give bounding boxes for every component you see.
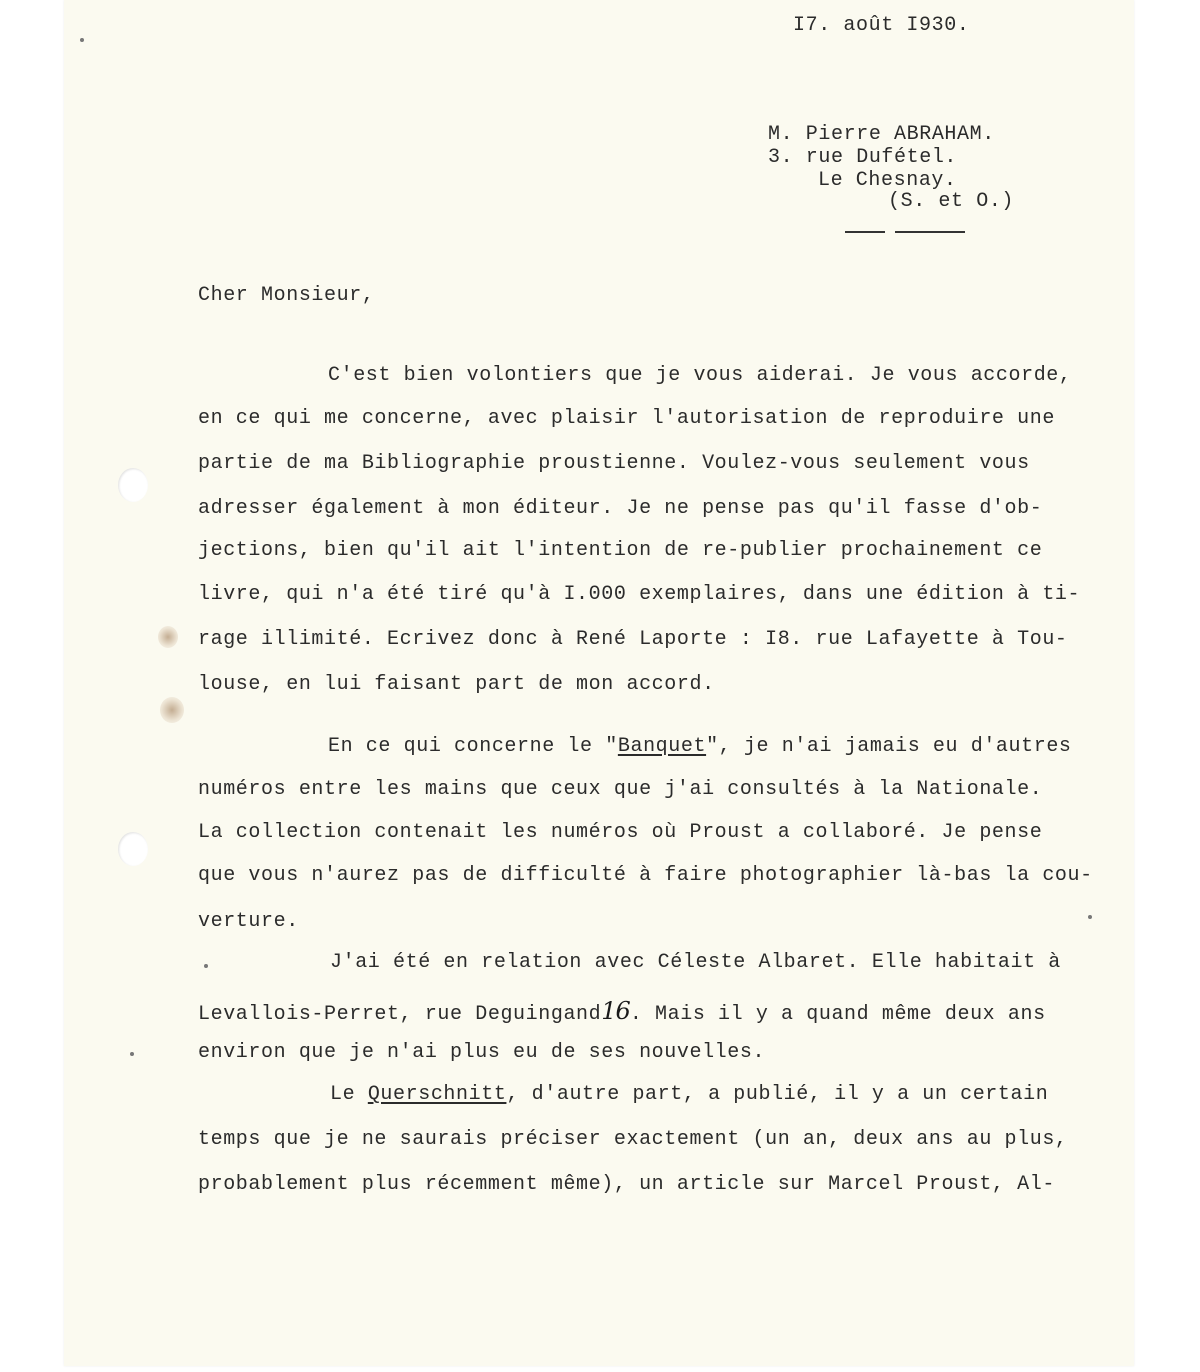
paragraph-1-line: livre, qui n'a été tiré qu'à I.000 exemplaires, dans une édition à ti- (198, 583, 1081, 606)
paragraph-1-line: louse, en lui faisant part de mon accord. (198, 673, 715, 696)
text-span: , d'autre part, a publié, il y a un certain (506, 1083, 1049, 1106)
recipient-name: M. Pierre ABRAHAM. (768, 123, 995, 146)
underlined-title-banquet: Banquet (617, 735, 707, 758)
paper-stain (158, 626, 178, 648)
address-rule (895, 231, 965, 233)
text-span: . Mais il y a quand même deux ans (629, 1003, 1046, 1026)
text-span: En ce qui concerne le " (328, 735, 618, 758)
underlined-title-querschnitt: Querschnitt (367, 1083, 507, 1106)
paragraph-4-line: probablement plus récemment même), un article sur Marcel Proust, Al- (198, 1173, 1055, 1196)
paper-speck (80, 38, 84, 42)
paragraph-1-line: en ce qui me concerne, avec plaisir l'autorisation de reproduire une (198, 407, 1055, 430)
paragraph-2-line: La collection contenait les numéros où Proust a collaboré. Je pense (198, 821, 1043, 844)
punch-hole (118, 832, 148, 866)
paragraph-1-line: C'est bien volontiers que je vous aiderai. Je vous accorde, (328, 364, 1072, 387)
paragraph-3-line: J'ai été en relation avec Céleste Albaret. Elle habitait à (330, 951, 1061, 974)
paragraph-1-line: adresser également à mon éditeur. Je ne pense pas qu'il fasse d'ob- (198, 497, 1043, 520)
paper-stain (160, 697, 184, 723)
text-span: Levallois-Perret, rue Deguingand (198, 1003, 602, 1026)
letter-date: I7. août I930. (793, 14, 970, 37)
paragraph-4-line (330, 1085, 1048, 1105)
paper-speck (204, 964, 208, 968)
paragraph-2-line: verture. (198, 910, 299, 933)
paragraph-4-line: temps que je ne saurais préciser exactement (un an, deux ans au plus, (198, 1128, 1068, 1151)
punch-hole (118, 468, 148, 502)
text-span: ", je n'ai jamais eu d'autres (706, 735, 1072, 758)
paper-speck (1088, 915, 1092, 919)
recipient-department: (S. et O.) (888, 190, 1015, 213)
paragraph-2-line (328, 737, 1072, 757)
paragraph-1-line: rage illimité. Ecrivez donc à René Laporte : I8. rue Lafayette à Tou- (198, 628, 1068, 651)
paragraph-2-line: que vous n'aurez pas de difficulté à faire photographier là-bas la cou- (198, 864, 1093, 887)
handwritten-number: 16 (601, 997, 630, 1025)
recipient-town: Le Chesnay. (818, 169, 957, 192)
recipient-street: 3. rue Dufétel. (768, 146, 958, 169)
paragraph-1-line: partie de ma Bibliographie proustienne. Voulez-vous seulement vous (198, 452, 1030, 475)
paper-speck (130, 1052, 134, 1056)
address-rule (845, 231, 885, 233)
salutation: Cher Monsieur, (198, 284, 375, 307)
paragraph-2-line: numéros entre les mains que ceux que j'ai consultés à la Nationale. (198, 778, 1043, 801)
paragraph-1-line: jections, bien qu'il ait l'intention de re-publier prochainement ce (198, 539, 1043, 562)
paragraph-3-line: environ que je n'ai plus eu de ses nouvelles. (198, 1041, 766, 1064)
text-span: Le (330, 1083, 368, 1106)
paragraph-3-line (198, 999, 1046, 1025)
